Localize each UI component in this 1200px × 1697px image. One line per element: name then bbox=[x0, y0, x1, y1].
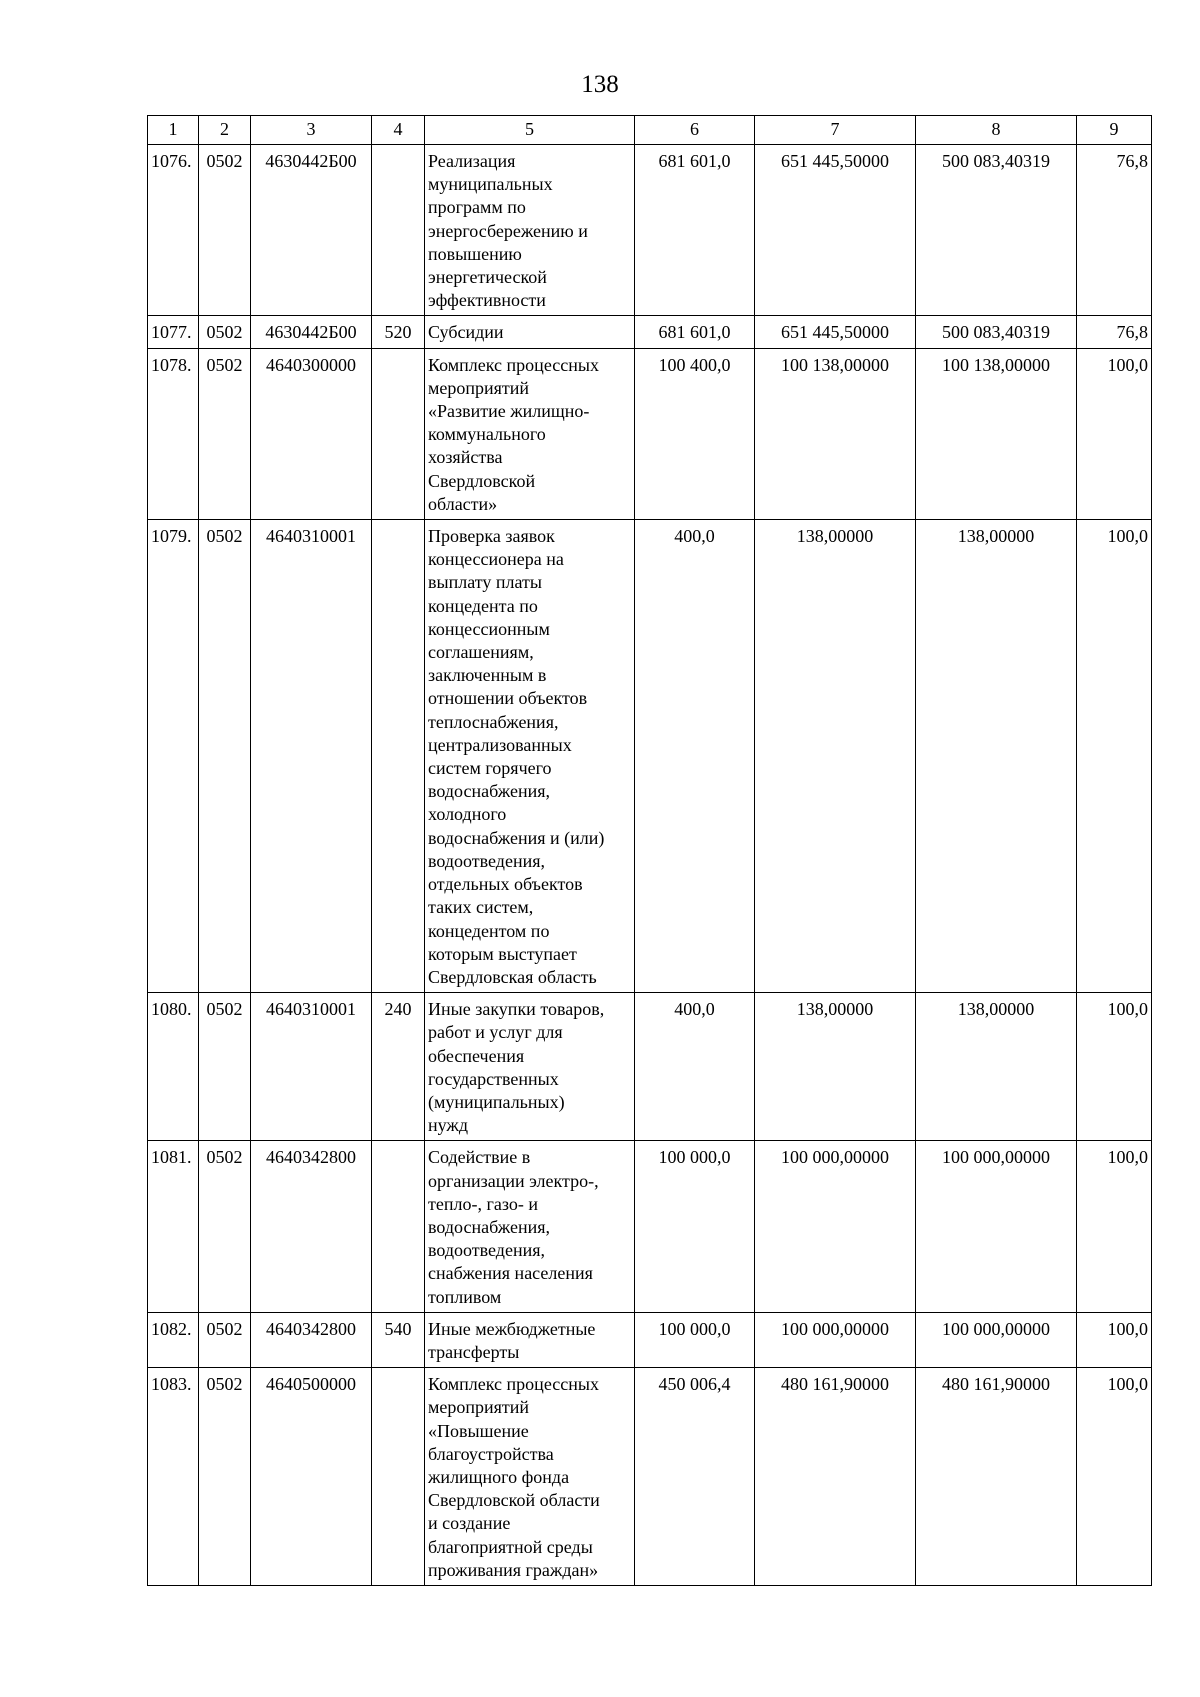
section-code-cell: 0502 bbox=[199, 348, 251, 519]
item-name-line: концессионера на bbox=[428, 549, 564, 570]
item-name-line: хозяйства bbox=[428, 447, 503, 468]
target-code-cell: 4640342800 bbox=[251, 1312, 372, 1367]
value-col7-cell: 138,00000 bbox=[755, 520, 916, 993]
row-number-cell: 1080. bbox=[148, 993, 199, 1141]
item-name-line: концедента по bbox=[428, 595, 538, 616]
table-row bbox=[148, 520, 1152, 993]
section-code-cell: 0502 bbox=[199, 520, 251, 993]
item-name-line: водоснабжения и (или) bbox=[428, 827, 605, 848]
item-name-line: (муниципальных) bbox=[428, 1091, 565, 1112]
item-name-cell bbox=[425, 520, 635, 993]
target-code-cell: 4640300000 bbox=[251, 348, 372, 519]
item-name-line: Свердловской bbox=[428, 470, 536, 491]
expense-kind-cell bbox=[372, 145, 425, 316]
item-name-line: благоприятной среды bbox=[428, 1536, 593, 1557]
row-number-cell: 1083. bbox=[148, 1368, 199, 1586]
value-col8-cell: 100 138,00000 bbox=[916, 348, 1077, 519]
section-code-cell: 0502 bbox=[199, 1368, 251, 1586]
value-col8-cell: 500 083,40319 bbox=[916, 145, 1077, 316]
item-name-line: Субсидии bbox=[428, 322, 504, 343]
item-name-line: мероприятий bbox=[428, 377, 530, 398]
item-name-line: соглашениям, bbox=[428, 642, 534, 663]
row-number-cell: 1078. bbox=[148, 348, 199, 519]
expense-kind-cell: 240 bbox=[372, 993, 425, 1141]
item-name-cell bbox=[425, 993, 635, 1141]
item-name-line: жилищного фонда bbox=[428, 1466, 570, 1487]
item-name-line: холодного bbox=[428, 804, 507, 825]
percent-cell: 76,8 bbox=[1077, 145, 1152, 316]
value-col6-cell: 100 400,0 bbox=[635, 348, 755, 519]
value-col6-cell: 100 000,0 bbox=[635, 1141, 755, 1312]
item-name-cell bbox=[425, 1368, 635, 1586]
target-code-cell: 4640500000 bbox=[251, 1368, 372, 1586]
column-header: 5 bbox=[425, 116, 635, 145]
item-name-line: «Развитие жилищно- bbox=[428, 401, 590, 422]
item-name-line: централизованных bbox=[428, 734, 572, 755]
value-col6-cell: 681 601,0 bbox=[635, 316, 755, 348]
item-name-line: энергосбережению и bbox=[428, 220, 588, 241]
table-row bbox=[148, 145, 1152, 316]
item-name-line: Свердловская область bbox=[428, 966, 597, 987]
item-name-line: концессионным bbox=[428, 618, 550, 639]
item-name-line: работ и услуг для bbox=[428, 1022, 563, 1043]
item-name-line: отдельных объектов bbox=[428, 874, 583, 895]
item-name-line: систем горячего bbox=[428, 758, 552, 779]
item-name-line: области» bbox=[428, 493, 498, 514]
header-row bbox=[148, 116, 1152, 145]
row-number-cell: 1082. bbox=[148, 1312, 199, 1367]
item-name-line: «Повышение bbox=[428, 1420, 529, 1441]
value-col7-cell: 138,00000 bbox=[755, 993, 916, 1141]
target-code-cell: 4640310001 bbox=[251, 520, 372, 993]
table-row bbox=[148, 316, 1152, 348]
section-code-cell: 0502 bbox=[199, 1312, 251, 1367]
item-name-cell bbox=[425, 1312, 635, 1367]
row-number-cell: 1077. bbox=[148, 316, 199, 348]
section-code-cell: 0502 bbox=[199, 1141, 251, 1312]
item-name-cell bbox=[425, 1141, 635, 1312]
target-code-cell: 4630442Б00 bbox=[251, 145, 372, 316]
page-number: 138 bbox=[581, 71, 619, 98]
table-body bbox=[148, 145, 1152, 1586]
item-name-line: программ по bbox=[428, 197, 526, 218]
value-col7-cell: 480 161,90000 bbox=[755, 1368, 916, 1586]
expense-kind-cell bbox=[372, 1368, 425, 1586]
item-name-line: муниципальных bbox=[428, 174, 553, 195]
value-col7-cell: 651 445,50000 bbox=[755, 145, 916, 316]
item-name-line: государственных bbox=[428, 1068, 559, 1089]
section-code-cell: 0502 bbox=[199, 145, 251, 316]
section-code-cell: 0502 bbox=[199, 316, 251, 348]
target-code-cell: 4630442Б00 bbox=[251, 316, 372, 348]
item-name-line: которым выступает bbox=[428, 943, 577, 964]
row-number-cell: 1076. bbox=[148, 145, 199, 316]
item-name-line: энергетической bbox=[428, 267, 547, 288]
column-header: 6 bbox=[635, 116, 755, 145]
item-name-line: концедентом по bbox=[428, 920, 550, 941]
item-name-line: водоснабжения, bbox=[428, 781, 551, 802]
value-col6-cell: 450 006,4 bbox=[635, 1368, 755, 1586]
value-col6-cell: 100 000,0 bbox=[635, 1312, 755, 1367]
item-name-line: организации электро-, bbox=[428, 1170, 599, 1191]
column-header: 1 bbox=[148, 116, 199, 145]
item-name-line: тепло-, газо- и bbox=[428, 1193, 538, 1214]
value-col8-cell: 500 083,40319 bbox=[916, 316, 1077, 348]
expense-kind-cell bbox=[372, 520, 425, 993]
item-name-line: снабжения населения bbox=[428, 1263, 593, 1284]
item-name-line: таких систем, bbox=[428, 897, 534, 918]
column-header: 3 bbox=[251, 116, 372, 145]
item-name-line: обеспечения bbox=[428, 1045, 525, 1066]
value-col8-cell: 100 000,00000 bbox=[916, 1312, 1077, 1367]
item-name-line: и создание bbox=[428, 1513, 511, 1534]
item-name-line: Проверка заявок bbox=[428, 526, 555, 547]
percent-cell: 100,0 bbox=[1077, 520, 1152, 993]
expense-kind-cell: 540 bbox=[372, 1312, 425, 1367]
expense-kind-cell: 520 bbox=[372, 316, 425, 348]
value-col8-cell: 138,00000 bbox=[916, 993, 1077, 1141]
target-code-cell: 4640310001 bbox=[251, 993, 372, 1141]
item-name-line: эффективности bbox=[428, 290, 546, 311]
value-col8-cell: 138,00000 bbox=[916, 520, 1077, 993]
expense-kind-cell bbox=[372, 1141, 425, 1312]
row-number-cell: 1079. bbox=[148, 520, 199, 993]
column-header: 7 bbox=[755, 116, 916, 145]
value-col6-cell: 400,0 bbox=[635, 520, 755, 993]
item-name-line: Иные межбюджетные bbox=[428, 1318, 596, 1339]
item-name-line: Реализация bbox=[428, 151, 516, 171]
percent-cell: 100,0 bbox=[1077, 993, 1152, 1141]
percent-cell: 100,0 bbox=[1077, 348, 1152, 519]
percent-cell: 100,0 bbox=[1077, 1312, 1152, 1367]
value-col8-cell: 100 000,00000 bbox=[916, 1141, 1077, 1312]
value-col7-cell: 651 445,50000 bbox=[755, 316, 916, 348]
percent-cell: 76,8 bbox=[1077, 316, 1152, 348]
item-name-line: нужд bbox=[428, 1115, 468, 1136]
item-name-line: водоснабжения, bbox=[428, 1216, 551, 1237]
item-name-line: теплоснабжения, bbox=[428, 711, 559, 732]
value-col7-cell: 100 000,00000 bbox=[755, 1312, 916, 1367]
value-col6-cell: 681 601,0 bbox=[635, 145, 755, 316]
item-name-line: заключенным в bbox=[428, 665, 547, 686]
table-row bbox=[148, 993, 1152, 1141]
item-name-cell bbox=[425, 316, 635, 348]
expense-kind-cell bbox=[372, 348, 425, 519]
item-name-line: водоотведения, bbox=[428, 1240, 545, 1261]
item-name-line: выплату платы bbox=[428, 572, 542, 593]
value-col8-cell: 480 161,90000 bbox=[916, 1368, 1077, 1586]
item-name-line: благоустройства bbox=[428, 1443, 554, 1464]
item-name-line: Комплекс процессных bbox=[428, 1374, 599, 1395]
item-name-line: Иные закупки товаров, bbox=[428, 999, 605, 1020]
column-header: 2 bbox=[199, 116, 251, 145]
value-col7-cell: 100 138,00000 bbox=[755, 348, 916, 519]
item-name-line: Свердловской области bbox=[428, 1490, 600, 1511]
column-header: 8 bbox=[916, 116, 1077, 145]
item-name-line: топливом bbox=[428, 1286, 502, 1307]
item-name-line: мероприятий bbox=[428, 1397, 530, 1418]
item-name-line: трансферты bbox=[428, 1341, 520, 1362]
table-row bbox=[148, 1368, 1152, 1586]
budget-table bbox=[147, 115, 1152, 1586]
percent-cell: 100,0 bbox=[1077, 1368, 1152, 1586]
row-number-cell: 1081. bbox=[148, 1141, 199, 1312]
target-code-cell: 4640342800 bbox=[251, 1141, 372, 1312]
item-name-line: коммунального bbox=[428, 424, 546, 445]
column-header: 4 bbox=[372, 116, 425, 145]
item-name-line: водоотведения, bbox=[428, 850, 545, 871]
item-name-line: повышению bbox=[428, 243, 522, 264]
section-code-cell: 0502 bbox=[199, 993, 251, 1141]
item-name-line: Комплекс процессных bbox=[428, 354, 599, 375]
percent-cell: 100,0 bbox=[1077, 1141, 1152, 1312]
table-row bbox=[148, 1141, 1152, 1312]
column-header: 9 bbox=[1077, 116, 1152, 145]
value-col6-cell: 400,0 bbox=[635, 993, 755, 1141]
table-row bbox=[148, 1312, 1152, 1367]
item-name-line: проживания граждан» bbox=[428, 1559, 599, 1580]
value-col7-cell: 100 000,00000 bbox=[755, 1141, 916, 1312]
table-row bbox=[148, 348, 1152, 519]
item-name-cell bbox=[425, 348, 635, 519]
item-name-line: Содействие в bbox=[428, 1147, 531, 1168]
item-name-line: отношении объектов bbox=[428, 688, 588, 709]
item-name-cell bbox=[425, 145, 635, 316]
